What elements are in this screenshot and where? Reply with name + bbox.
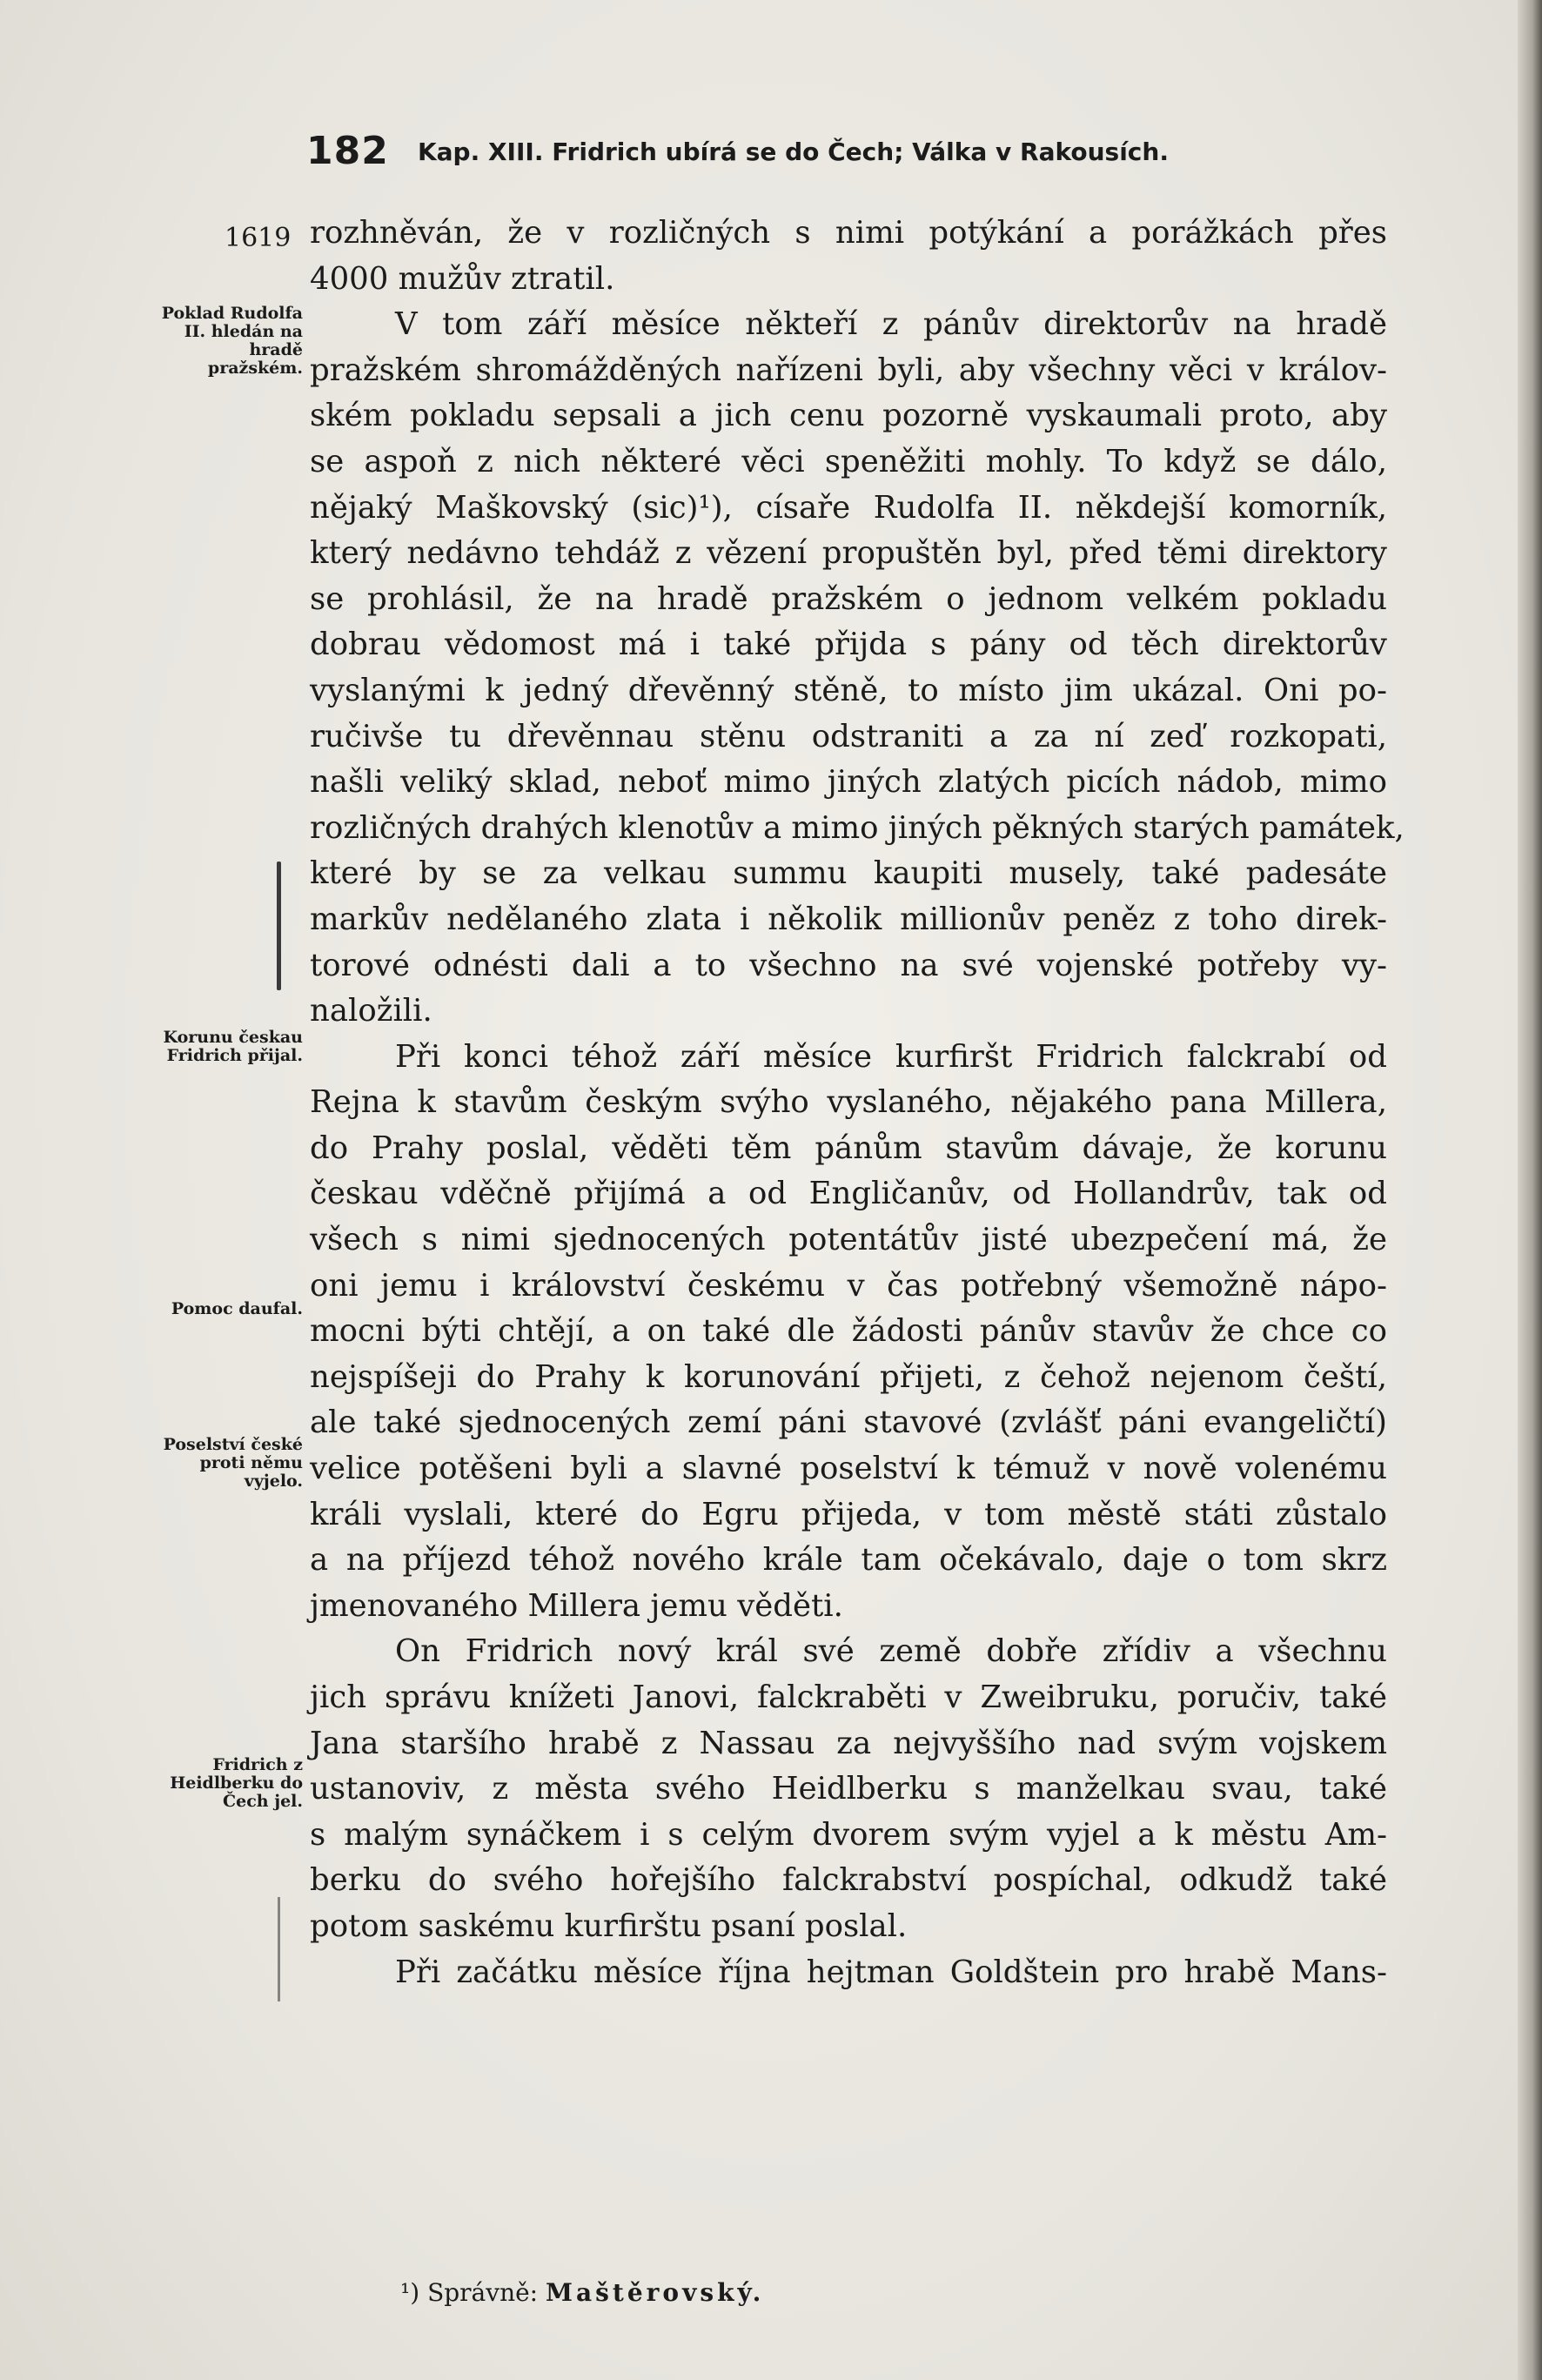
text-line: velice potěšeni byli a slavné poselství k témuž v nově volenému bbox=[310, 1451, 1387, 1487]
text-line: ručivše tu dřevěnnau stěnu odstraniti a za ní zeď rozkopati, bbox=[310, 718, 1387, 754]
text-line: Jana staršího hrabě z Nassau za nejvyššího nad svým vojskem bbox=[310, 1725, 1387, 1761]
margin-note: Fridrich z Heidlberku do Čech jel. bbox=[170, 1755, 303, 1811]
text-line: rozhněván, že v rozličných s nimi potýkání a porážkách přes bbox=[310, 215, 1387, 251]
text-line: se aspoň z nich některé věci speněžiti mohly. To když se dálo, bbox=[310, 443, 1387, 479]
text-line: Při začátku měsíce října hejtman Goldštein pro hrabě Mans- bbox=[395, 1954, 1387, 1990]
text-line: torové odnésti dali a to všechno na své vojenské potřeby vy- bbox=[310, 947, 1387, 983]
text-line: rozličných drahých klenotův a mimo jiných pěkných starých památek, bbox=[310, 809, 1405, 846]
pencil-mark bbox=[278, 1897, 280, 2001]
text-line: jmenovaného Millera jemu věděti. bbox=[310, 1587, 843, 1624]
running-title: Kap. XIII. Fridrich ubírá se do Čech; Válka v Rakousích. bbox=[417, 137, 1169, 166]
text-line: našli veliký sklad, neboť mimo jiných zlatých picích nádob, mimo bbox=[310, 764, 1387, 801]
text-line: s malým synáčkem i s celým dvorem svým vyjel a k městu Am- bbox=[310, 1816, 1387, 1853]
text-line: ustanoviv, z města svého Heidlberku s manželkau svau, také bbox=[310, 1771, 1387, 1807]
page-number: 182 bbox=[306, 129, 389, 173]
text-line: nejspíšeji do Prahy k korunování přijeti, z čehož nejenom čeští, bbox=[310, 1358, 1387, 1395]
footnote-marker: ¹) bbox=[400, 2278, 420, 2307]
text-line: všech s nimi sjednocených potentátův jisté ubezpečení má, že bbox=[310, 1222, 1387, 1258]
text-line: které by se za velkau summu kaupiti musely, také padesáte bbox=[310, 855, 1387, 892]
text-line: dobrau vědomost má i také přijda s pány od těch direktorův bbox=[310, 627, 1387, 663]
text-line: berku do svého hořejšího falckrabství pospíchal, odkudž také bbox=[310, 1862, 1387, 1899]
footnote-label: Správně: bbox=[427, 2278, 539, 2307]
margin-note: Poklad Rudolfa II. hledán na hradě pražském. bbox=[161, 304, 303, 378]
text-line: naložili. bbox=[310, 993, 432, 1029]
text-line: 4000 mužův ztratil. bbox=[310, 260, 615, 297]
text-line: nějaký Maškovský (sic)¹), císaře Rudolfa II. někdejší komorník, bbox=[310, 489, 1387, 526]
text-line: českau vděčně přijímá a od Engličanův, od Hollandrův, tak od bbox=[310, 1176, 1387, 1212]
text-line: ale také sjednocených zemí páni stavové (zvlášť páni evangeličtí) bbox=[310, 1405, 1387, 1441]
text-line: který nedávno tehdáž z vězení propuštěn byl, před těmi direktory bbox=[310, 535, 1387, 572]
page-header bbox=[306, 129, 1264, 174]
text-line: potom saskému kurfirštu psaní poslal. bbox=[310, 1907, 908, 1944]
text-line: králi vyslali, které do Egru přijeda, v tom městě státi zůstalo bbox=[310, 1496, 1387, 1532]
text-line: do Prahy poslal, věděti těm pánům stavům dávaje, že korunu bbox=[310, 1130, 1387, 1166]
text-line: jich správu knížeti Janovi, falckraběti v Zweibruku, poručiv, také bbox=[310, 1679, 1387, 1715]
text-line: mocni býti chtějí, a on také dle žádosti pánův stavův že chce co bbox=[310, 1313, 1387, 1350]
text-line: Při konci téhož září měsíce kurfiršt Fridrich falckrabí od bbox=[395, 1038, 1387, 1075]
text-line: a na příjezd téhož nového krále tam očekávalo, daje o tom skrz bbox=[310, 1542, 1387, 1579]
text-line: pražském shromážděných nařízeni byli, aby všechny věci v králov- bbox=[310, 352, 1387, 388]
text-line: markův nedělaného zlata i několik millionův peněz z toho direk- bbox=[310, 901, 1387, 937]
margin-note: Pomoc daufal. bbox=[171, 1299, 303, 1318]
footnote bbox=[400, 2278, 764, 2307]
body-text bbox=[310, 211, 1405, 1995]
margin-note: Poselství české proti němu vyjelo. bbox=[163, 1435, 303, 1491]
margin-year: 1619 bbox=[225, 223, 292, 253]
text-line: oni jemu i království českému v čas potřebný všemožně nápo- bbox=[310, 1267, 1387, 1304]
text-line: V tom září měsíce někteří z pánův direktorův na hradě bbox=[395, 306, 1387, 343]
page-edge-shadow bbox=[1518, 0, 1542, 2380]
footnote-name: Maštěrovský. bbox=[546, 2278, 765, 2307]
margin-note: Korunu českau Fridrich přijal. bbox=[163, 1028, 303, 1065]
pencil-mark bbox=[277, 861, 281, 990]
text-line: On Fridrich nový král své země dobře zřídiv a všechnu bbox=[395, 1633, 1387, 1670]
text-line: ském pokladu sepsali a jich cenu pozorně vyskaumali proto, aby bbox=[310, 398, 1387, 434]
text-line: vyslanými k jedný dřevěnný stěně, to místo jim ukázal. Oni po- bbox=[310, 672, 1387, 708]
text-line: se prohlásil, že na hradě pražském o jednom velkém pokladu bbox=[310, 580, 1387, 617]
text-line: Rejna k stavům českým svýho vyslaného, nějakého pana Millera, bbox=[310, 1084, 1387, 1121]
